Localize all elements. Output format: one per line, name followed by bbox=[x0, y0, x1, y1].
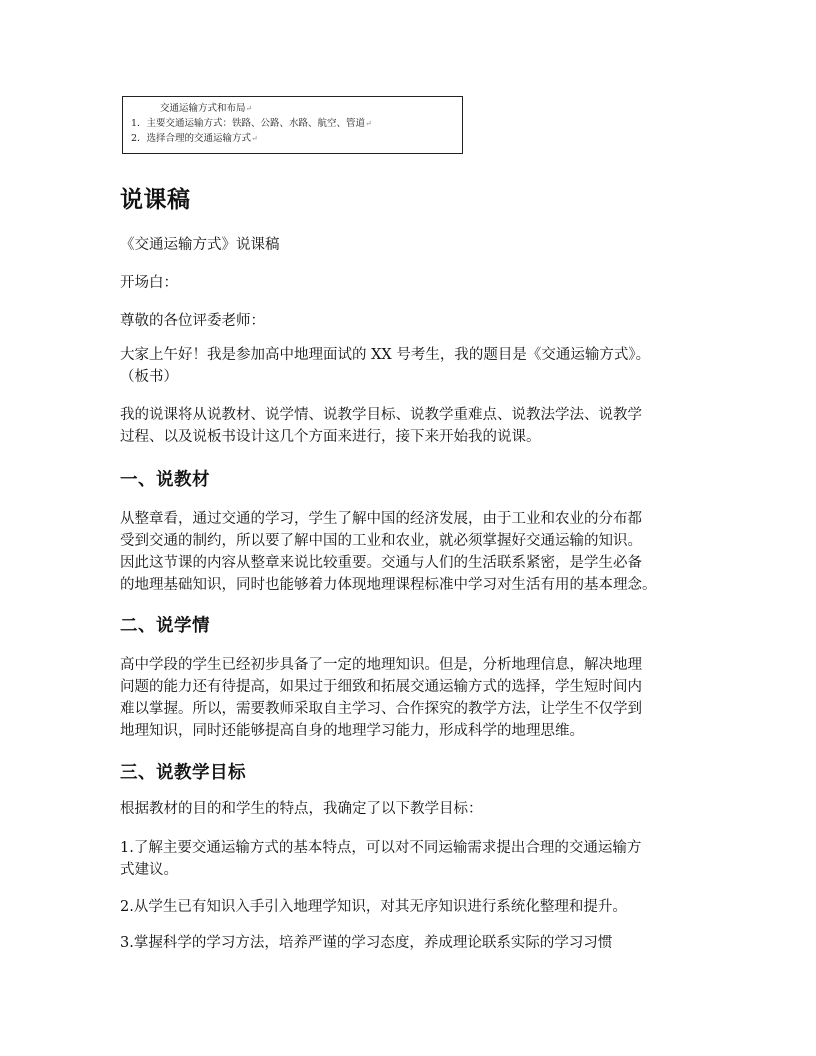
intro-line: 大家上午好！我是参加高中地理面试的 XX 号考生，我的题目是《交通运输方式》。 bbox=[120, 347, 651, 363]
section-heading-goals: 三、说教学目标 bbox=[120, 763, 246, 783]
plan-line: 过程、以及说板书设计这几个方面来进行，接下来开始我的说课。 bbox=[120, 429, 541, 445]
paragraph-line: 受到交通的制约，所以要了解中国的工业和农业，就必须掌握好交通运输的知识。 bbox=[120, 533, 642, 549]
goal-line: 2.从学生已有知识入手引入地理学知识，对其无序知识进行系统化整理和提升。 bbox=[120, 899, 627, 915]
intro-paragraph bbox=[120, 344, 710, 388]
outline-title-text: 交通运输方式和布局 bbox=[160, 103, 246, 114]
outline-item-2 bbox=[131, 131, 462, 146]
section-paragraph-textbook bbox=[120, 508, 710, 596]
paragraph-line: 地理知识，同时还能够提高自身的地理学习能力，形成科学的地理思维。 bbox=[120, 723, 584, 739]
document-title: 说课稿 bbox=[120, 187, 191, 213]
goal-line: 3.掌握科学的学习方法，培养严谨的学习态度，养成理论联系实际的学习习惯 bbox=[120, 935, 613, 951]
paragraph-line: 从整章看，通过交通的学习，学生了解中国的经济发展，由于工业和农业的分布都 bbox=[120, 511, 642, 527]
goals-intro: 根据教材的目的和学生的特点，我确定了以下教学目标： bbox=[120, 801, 483, 817]
paragraph-line: 高中学段的学生已经初步具备了一定的地理知识。但是，分析地理信息，解决地理 bbox=[120, 657, 642, 673]
paragraph-line: 因此这节课的内容从整章来说比较重要。交通与人们的生活联系紧密，是学生必备 bbox=[120, 555, 642, 571]
outline-box bbox=[122, 96, 463, 154]
plan-line: 我的说课将从说教材、说学情、说教学目标、说教学重难点、说教法学法、说教学 bbox=[120, 407, 642, 423]
goal-item-1 bbox=[120, 837, 710, 881]
goal-line: 1.了解主要交通运输方式的基本特点，可以对不同运输需求提出合理的交通运输方 bbox=[120, 840, 642, 856]
paragraph-mark-icon: ↵ bbox=[251, 134, 258, 143]
paragraph-mark-icon: ↵ bbox=[245, 104, 253, 113]
opening-label: 开场白： bbox=[120, 275, 178, 291]
paragraph-line: 难以掌握。所以，需要教师采取自主学习、合作探究的教学方法，让学生不仅学到 bbox=[120, 701, 642, 717]
document-subtitle: 《交通运输方式》说课稿 bbox=[120, 237, 280, 253]
outline-item-text: 1．主要交通运输方式：铁路、公路、水路、航空、管道 bbox=[131, 118, 366, 129]
paragraph-mark-icon: ↵ bbox=[365, 119, 372, 128]
plan-paragraph bbox=[120, 404, 710, 448]
goal-item-3 bbox=[120, 932, 710, 954]
greeting: 尊敬的各位评委老师： bbox=[120, 313, 265, 329]
goal-line: 式建议。 bbox=[120, 862, 178, 878]
paragraph-line: 问题的能力还有待提高，如果过于细致和拓展交通运输方式的选择，学生短时间内 bbox=[120, 679, 642, 695]
intro-line: （板书） bbox=[120, 369, 178, 385]
section-heading-textbook: 一、说教材 bbox=[120, 470, 210, 490]
outline-item-1 bbox=[131, 116, 462, 131]
section-heading-students: 二、说学情 bbox=[120, 616, 210, 636]
outline-title bbox=[131, 101, 462, 116]
outline-item-text: 2．选择合理的交通运输方式 bbox=[131, 133, 252, 144]
goal-item-2 bbox=[120, 896, 710, 918]
section-paragraph-students bbox=[120, 654, 710, 742]
paragraph-line: 的地理基础知识，同时也能够着力体现地理课程标准中学习对生活有用的基本理念。 bbox=[120, 577, 657, 593]
